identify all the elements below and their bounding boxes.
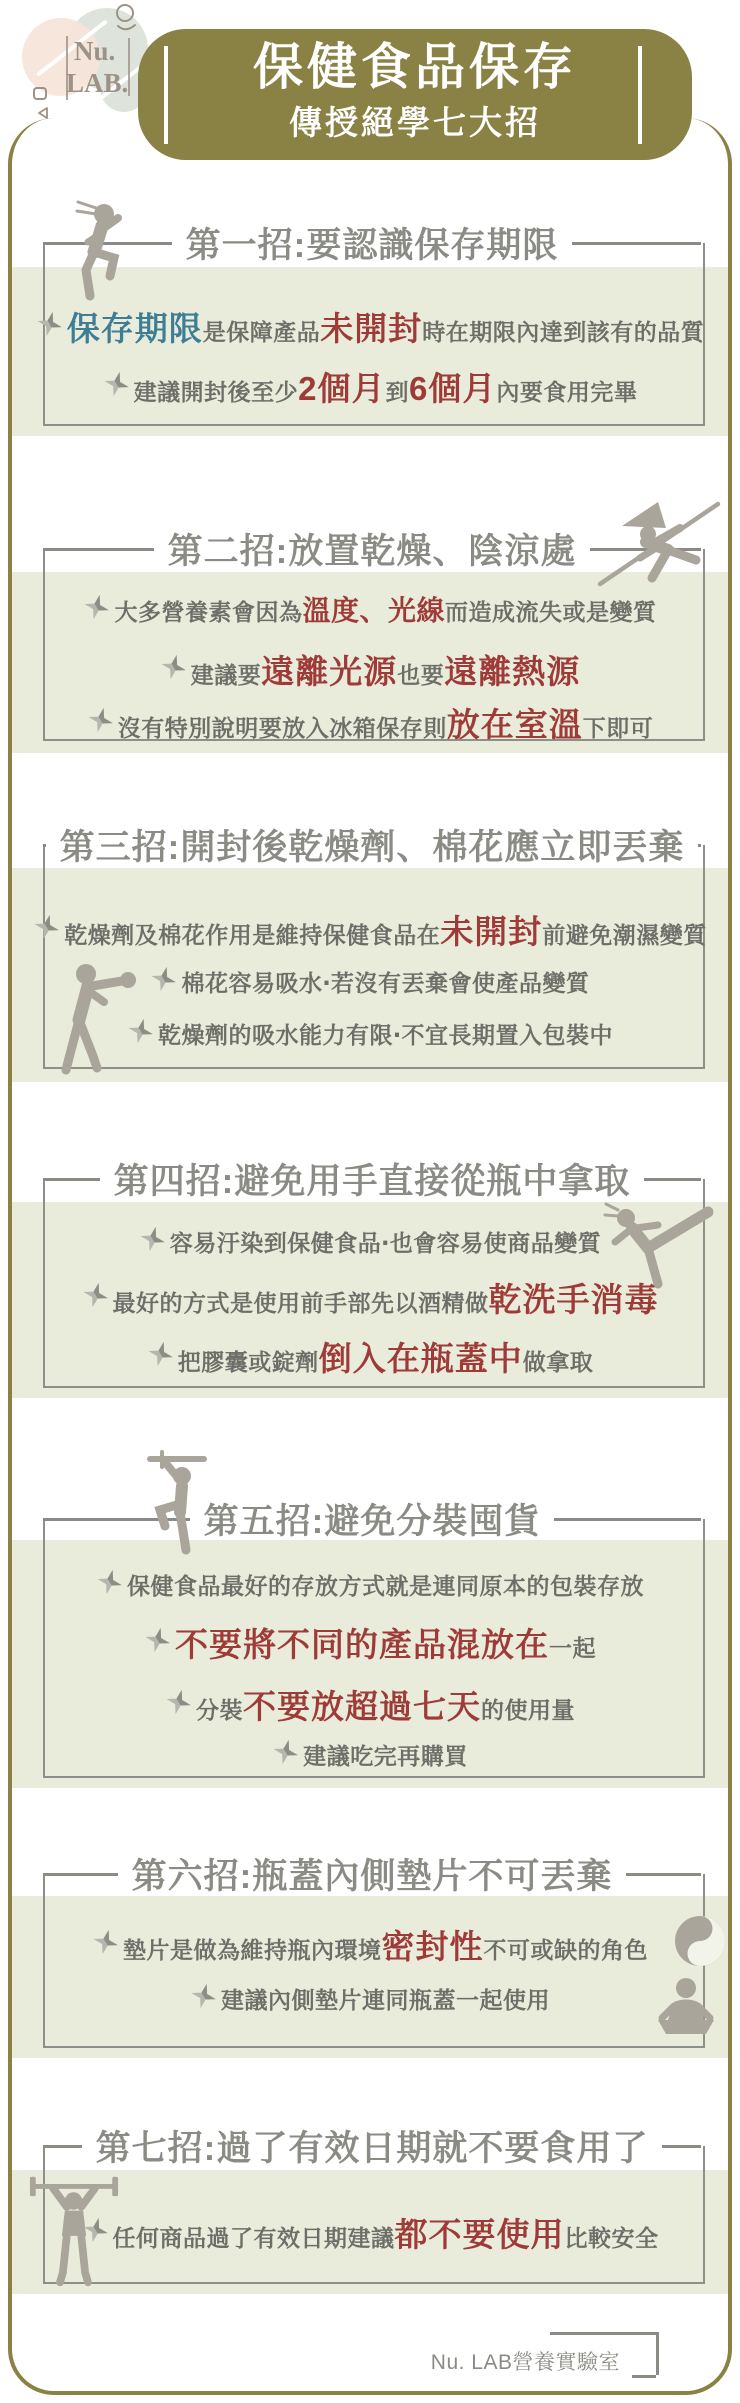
bullet-segment: 最好的方式是使用前手部先以酒精做 — [112, 1289, 489, 1316]
bullet-segment: 6個月 — [409, 369, 497, 407]
bullet-text — [113, 1274, 659, 1321]
bullet-segment: 時在期限內達到該有的品質 — [422, 318, 705, 345]
bullet-text — [191, 646, 581, 693]
bullet-segment: 2個月 — [298, 369, 386, 407]
shuriken-bullet-icon — [99, 368, 132, 404]
shuriken-bullet-icon — [162, 1686, 195, 1722]
shuriken-bullet-icon — [78, 1279, 111, 1315]
page-subtitle: 傳授絕學七大招 — [289, 104, 541, 141]
shuriken-bullet-icon — [269, 1736, 302, 1772]
section-5-bullet-2 — [36, 1618, 704, 1666]
section-1-bullet-1 — [36, 302, 704, 350]
bullet-segment: 不要放超過七天 — [243, 1687, 481, 1725]
section-1-bullet-2 — [36, 362, 704, 410]
smiley-face-icon — [110, 2, 144, 36]
bullet-text — [134, 363, 638, 410]
bullet-text — [118, 699, 654, 746]
bullet-segment: 乾洗手消毒 — [488, 1280, 659, 1318]
bullet-segment: 把膠囊或錠劑 — [177, 1348, 319, 1375]
bullet-segment: 密封性 — [381, 1927, 484, 1965]
bullet-segment: 而造成流失或是變質 — [445, 599, 657, 625]
bullet-text — [113, 2209, 659, 2256]
climbing-ninja-icon — [60, 200, 142, 304]
bullet-segment: 都不要使用 — [394, 2215, 565, 2253]
shuriken-bullet-icon — [135, 1223, 168, 1259]
bullet-text — [178, 1333, 594, 1380]
shuriken-bullet-icon — [83, 704, 116, 740]
title-dash-right — [572, 242, 701, 245]
bullet-text — [196, 1681, 575, 1728]
bullet-segment: 保健食品最好的存放方式就是連同原本的包裝存放 — [127, 1572, 644, 1599]
bullet-segment: 下即可 — [582, 714, 654, 741]
section-7-title: 第七招:過了有效日期就不要食用了 — [95, 2129, 649, 2168]
section-6-title-row — [43, 1851, 701, 1897]
bullet-segment: 是保障產品 — [202, 318, 321, 345]
bullet-segment: 未開封 — [440, 912, 543, 950]
bullet-segment: 一起 — [549, 1634, 596, 1661]
shuriken-bullet-icon — [89, 1926, 122, 1962]
bullet-segment: 不可或缺的角色 — [483, 1936, 648, 1963]
bullet-segment: 建議開封後至少 — [133, 378, 299, 405]
bullet-text — [158, 1017, 613, 1050]
bullet-text — [64, 906, 707, 953]
bullet-segment: 任何商品過了有效日期建議 — [112, 2224, 395, 2251]
bullet-segment: 建議吃完再購買 — [303, 1742, 468, 1769]
section-2-bullet-2 — [36, 645, 704, 693]
shuriken-bullet-icon — [124, 1015, 157, 1051]
bullet-text — [221, 1982, 550, 2015]
section-5-bullet-3 — [36, 1680, 704, 1728]
bullet-segment: 保存期限 — [66, 309, 203, 347]
bullet-text — [123, 1921, 648, 1968]
section-3-bullet-2 — [36, 957, 704, 1005]
title-dash-left — [43, 1178, 100, 1181]
section-2-bullet-1 — [36, 585, 704, 633]
bullet-segment: 乾燥劑的吸水能力有限‧不宜長期置入包裝中 — [157, 1021, 613, 1048]
title-dash-right — [626, 1873, 701, 1876]
title-dash-left — [43, 1873, 118, 1876]
section-4-title-row — [43, 1156, 701, 1202]
section-7-bullet-1 — [36, 2208, 704, 2256]
bullet-segment: 容易汙染到保健食品‧也會容易使商品變質 — [169, 1229, 602, 1256]
shuriken-bullet-icon — [143, 1338, 176, 1374]
bullet-segment: 遠離熱源 — [444, 652, 581, 690]
bullet-text — [67, 303, 705, 350]
shuriken-bullet-icon — [32, 308, 65, 344]
small-triangle-icon — [36, 106, 50, 120]
shuriken-bullet-icon — [30, 911, 63, 947]
section-5-title: 第五招:避免分裝囤貨 — [203, 1502, 541, 1541]
bullet-segment: 棉花容易吸水‧若沒有丟棄會使產品變質 — [181, 969, 590, 996]
section-3-title-row — [43, 822, 701, 868]
bullet-segment: 建議要 — [190, 661, 262, 688]
bullet-text — [175, 1619, 596, 1666]
sword-ninja-icon — [132, 1450, 208, 1560]
bullet-segment: 乾燥劑及棉花作用是維持保健食品在 — [64, 921, 441, 948]
bullet-segment: 放在室溫 — [446, 705, 583, 743]
title-dash-right — [698, 844, 701, 847]
shuriken-bullet-icon — [156, 651, 189, 687]
section-4-bullet-1 — [36, 1217, 704, 1265]
bullet-segment: 倒入在瓶蓋中 — [318, 1339, 523, 1377]
section-6-bullet-1 — [36, 1920, 704, 1968]
title-dash-right — [644, 1178, 701, 1181]
bullet-segment: 遠離光源 — [261, 652, 398, 690]
section-6-bullet-2 — [36, 1974, 704, 2022]
bullet-segment: 也要 — [397, 661, 445, 688]
title-dash-right — [662, 2145, 701, 2148]
section-3-bullet-1 — [36, 905, 707, 953]
footer-credit: Nu. LAB營養實驗室 — [430, 2351, 620, 2374]
section-6-title: 第六招:瓶蓋內側墊片不可丟棄 — [131, 1857, 613, 1896]
bullet-segment: 分裝 — [196, 1696, 243, 1723]
bullet-segment: 未開封 — [320, 309, 423, 347]
bullet-segment: 內要食用完畢 — [496, 378, 638, 405]
section-7-title-row — [43, 2123, 701, 2169]
shuriken-bullet-icon — [78, 2214, 111, 2250]
bullet-text — [170, 1225, 602, 1258]
bullet-segment: 到 — [385, 378, 409, 405]
header-banner — [138, 29, 692, 160]
section-2-bullet-3 — [36, 698, 704, 746]
logo-rule-right — [128, 38, 130, 96]
section-5-bullet-4 — [36, 1730, 704, 1778]
section-4-bullet-3 — [36, 1332, 704, 1380]
page-title: 保健食品保存 — [253, 39, 577, 95]
shuriken-bullet-icon — [147, 963, 180, 999]
logo-text-lab: LAB. — [66, 68, 129, 98]
section-3-bullet-3 — [36, 1009, 704, 1057]
bullet-segment: 前避免潮濕變質 — [542, 921, 707, 948]
title-dash-left — [43, 2145, 82, 2148]
bullet-text — [181, 965, 589, 998]
title-dash-left — [43, 844, 46, 847]
title-dash-right — [554, 1518, 701, 1521]
section-5-bullet-1 — [36, 1560, 704, 1608]
spear-ninja-icon — [596, 496, 722, 592]
bullet-segment: 比較安全 — [564, 2224, 659, 2251]
section-3-title: 第三招:開封後乾燥劑、棉花應立即丟棄 — [59, 828, 685, 867]
bullet-segment: 的使用量 — [481, 1696, 575, 1723]
bullet-text — [114, 589, 656, 629]
bullet-segment: 沒有特別說明要放入冰箱保存則 — [117, 714, 447, 741]
shuriken-bullet-icon — [80, 591, 113, 627]
logo-text-nu: Nu. — [74, 36, 116, 66]
bullet-segment: 溫度、光線 — [302, 595, 445, 626]
bullet-segment: 不要將不同的產品混放在 — [175, 1625, 549, 1663]
bullet-segment: 大多營養素會因為 — [114, 599, 303, 625]
bullet-text — [303, 1738, 468, 1771]
section-1-title: 第一招:要認識保存期限 — [185, 226, 559, 265]
rounded-square-icon — [32, 86, 48, 102]
bullet-segment: 墊片是做為維持瓶內環境 — [123, 1936, 382, 1963]
shuriken-bullet-icon — [141, 1624, 174, 1660]
title-dash-left — [43, 548, 154, 551]
shuriken-bullet-icon — [93, 1566, 126, 1602]
section-2-title: 第二招:放置乾燥、陰涼處 — [167, 532, 577, 571]
shuriken-bullet-icon — [187, 1980, 220, 2016]
bullet-segment: 做拿取 — [522, 1348, 594, 1375]
bullet-segment: 建議內側墊片連同瓶蓋一起使用 — [221, 1986, 550, 2013]
section-4-bullet-2 — [36, 1273, 704, 1321]
section-4-title: 第四招:避免用手直接從瓶中拿取 — [113, 1162, 631, 1201]
bullet-text — [127, 1568, 644, 1601]
